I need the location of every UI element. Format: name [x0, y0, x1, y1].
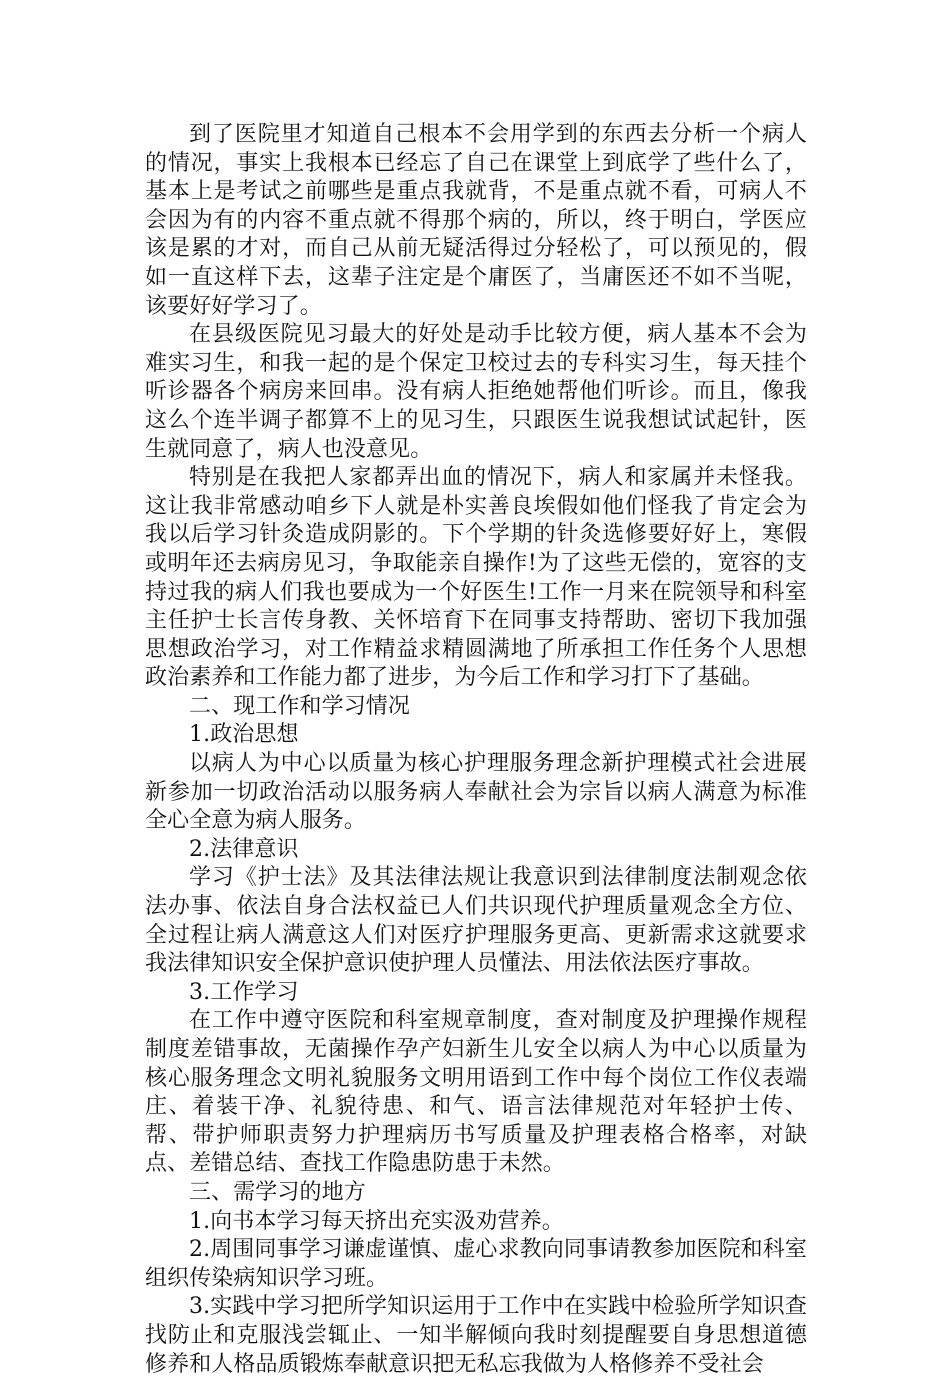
list-item-learn-from-practice: 3.实践中学习把所学知识运用于工作中在实践中检验所学知识查找防止和克服浅尝辄止、一知半解倾向我时刻提醒要自身思想道德修养和人格品质锻炼奉献意识把无私忘我做为人格修养不受社会 [145, 1294, 807, 1377]
subheading-work-study: 3.工作学习 [189, 979, 299, 1005]
paragraph-work-study: 在工作中遵守医院和科室规章制度，查对制度及护理操作规程制度差错事故，无菌操作孕产妇新生儿安全以病人为中心以质量为核心服务理念文明礼貌服务文明用语到工作中每个岗位工作仪表端庄、着装干净、礼貌待患、和气、语言法律规范对年轻护士传、帮、带护师职责努力护理病历书写质量及护理表格合格率，对缺点、差错总结、查找工作隐患防患于未然。 [145, 1008, 807, 1177]
section-heading-current-work: 二、现工作和学习情况 [189, 693, 411, 719]
paragraph-political-thought: 以病人为中心以质量为核心护理服务理念新护理模式社会进展新参加一切政治活动以服务病人奉献社会为宗旨以病人满意为标准全心全意为病人服务。 [145, 751, 807, 834]
subheading-legal-awareness: 2.法律意识 [189, 836, 299, 862]
paragraph-patients-support: 特别是在我把人家都弄出血的情况下，病人和家属并未怪我。这让我非常感动咱乡下人就是朴实善良埃假如他们怪我了肯定会为我以后学习针灸造成阴影的。下个学期的针灸选修要好好上，寒假或明年还去病房见习，争取能亲自操作!为了这些无偿的，宽容的支持过我的病人们我也要成为一个好医生!工作一月来在院领导和科室主任护士长言传身教、关怀培育下在同事支持帮助、密切下我加强思想政治学习，对工作精益求精圆满地了所承担工作任务个人思想政治素养和工作能力都了进步，为今后工作和学习打下了基础。 [145, 465, 807, 691]
list-item-learn-from-colleagues: 2.周围同事学习谦虚谨慎、虚心求教向同事请教参加医院和科室组织传染病知识学习班。 [145, 1237, 807, 1291]
paragraph-hospital-reflection: 到了医院里才知道自己根本不会用学到的东西去分析一个病人的情况，事实上我根本已经忘了自己在课堂上到底学了些什么了，基本上是考试之前哪些是重点我就背，不是重点就不看，可病人不会因为有的内容不重点就不得那个病的，所以，终于明白，学医应该是累的才对，而自己从前无疑活得过分轻松了，可以预见的，假如一直这样下去，这辈子注定是个庸医了，当庸医还不如不当呢，该要好好学习了。 [145, 122, 807, 319]
paragraph-county-hospital: 在县级医院见习最大的好处是动手比较方便，病人基本不会为难实习生，和我一起的是个保定卫校过去的专科实习生，每天挂个听诊器各个病房来回串。没有病人拒绝她帮他们听诊。而且，像我这么个连半调子都算不上的见习生，只跟医生说我想试试起针，医生就同意了，病人也没意见。 [145, 322, 807, 462]
paragraph-legal-awareness: 学习《护士法》及其法律法规让我意识到法律制度法制观念依法办事、依法自身合法权益已人们共识现代护理质量观念全方位、全过程让病人满意这人们对医疗护理服务更高、更新需求这就要求我法律知识安全保护意识使护理人员懂法、用法依法医疗事故。 [145, 865, 807, 977]
list-item-learn-from-books: 1.向书本学习每天挤出充实汲劝营养。 [189, 1208, 564, 1234]
document-body [145, 121, 807, 1379]
section-heading-areas-to-learn: 三、需学习的地方 [189, 1179, 366, 1205]
subheading-political-thought: 1.政治思想 [189, 722, 299, 748]
